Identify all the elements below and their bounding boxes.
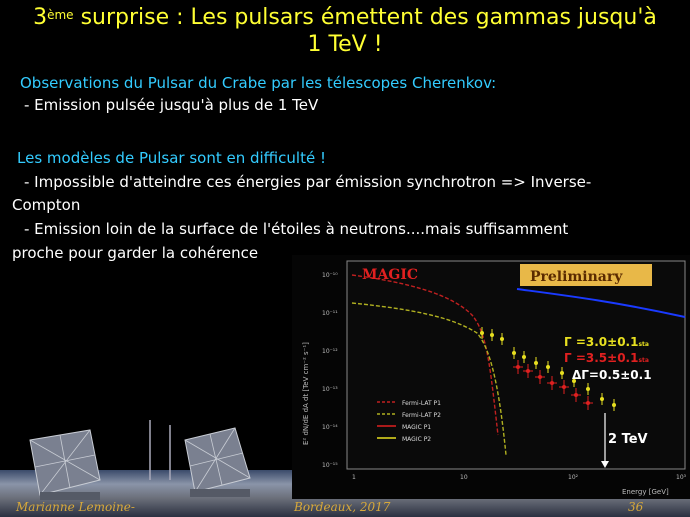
delta-gamma-label: ΔΓ=0.5±0.1 xyxy=(572,368,652,382)
y-tick-label: 10⁻¹² xyxy=(322,348,338,355)
para2-heading: Les modèles de Pulsar sont en difficulté ! xyxy=(17,149,326,167)
title-line-1 xyxy=(0,4,690,31)
para1-heading: Observations du Pulsar du Crabe par les télescopes Cherenkov: xyxy=(20,74,497,92)
magic-p2-point xyxy=(600,397,604,401)
magic-p1-point xyxy=(538,375,542,379)
footer-author: Marianne Lemoine- xyxy=(16,500,135,514)
gamma2-label: Γ =3.5±0.1sta xyxy=(564,351,649,365)
title-text: surprise : Les pulsars émettent des gammas jusqu'à xyxy=(73,5,657,30)
x-tick-label: 10³ xyxy=(676,474,687,481)
preliminary-label: Preliminary xyxy=(530,269,623,285)
footer-event: Bordeaux, 2017 xyxy=(294,500,391,514)
magic-p1-point xyxy=(574,393,578,397)
spectrum-figure xyxy=(292,255,690,499)
magic-p2-point xyxy=(500,337,504,341)
para2-item1-line2: Compton xyxy=(12,196,81,214)
magic-p2-point xyxy=(522,355,526,359)
legend-entry: MAGIC P1 xyxy=(402,424,432,431)
telescope-right xyxy=(185,428,250,497)
legend-entry: Fermi-LAT P1 xyxy=(402,400,441,407)
spectrum-plot xyxy=(292,255,690,499)
legend-entry: Fermi-LAT P2 xyxy=(402,412,441,419)
magic-p2-point xyxy=(512,351,516,355)
gamma1-label: Γ =3.0±0.1sta xyxy=(564,335,649,349)
x-axis-label: Energy [GeV] xyxy=(622,488,669,496)
legend-entry: MAGIC P2 xyxy=(402,436,432,443)
magic-p2-point xyxy=(534,361,538,365)
title-superscript: ème xyxy=(47,8,74,22)
magic-p1-point xyxy=(516,365,520,369)
para2-item1-line1: - Impossible d'atteindre ces énergies par émission synchrotron => Inverse- xyxy=(24,173,592,191)
telescope-left xyxy=(30,430,100,500)
x-tick-label: 10² xyxy=(568,474,579,481)
para1-item: - Emission pulsée jusqu'à plus de 1 TeV xyxy=(24,96,319,114)
magic-p2-point xyxy=(490,333,494,337)
x-ticks xyxy=(352,474,687,481)
magic-p2-point xyxy=(480,331,484,335)
magic-p2-point xyxy=(586,387,590,391)
magic-p2-point xyxy=(560,371,564,375)
magic-p1-point xyxy=(562,385,566,389)
y-tick-label: 10⁻¹⁴ xyxy=(322,424,338,431)
y-tick-label: 10⁻¹¹ xyxy=(322,310,338,317)
title-number: 3 xyxy=(33,5,48,30)
para2-item2-line1: - Emission loin de la surface de l'étoiles à neutrons....mais suffisamment xyxy=(24,220,569,238)
y-tick-label: 10⁻¹³ xyxy=(322,386,338,393)
x-tick-label: 1 xyxy=(352,474,356,481)
y-tick-label: 10⁻¹⁵ xyxy=(322,462,338,469)
x-tick-label: 10 xyxy=(460,474,468,481)
footer-page-number: 36 xyxy=(628,500,644,514)
y-axis-label: E² dN/dE dA dt [TeV cm⁻² s⁻¹] xyxy=(302,342,310,445)
magic-p1-point xyxy=(550,381,554,385)
energy-marker-label: 2 TeV xyxy=(608,432,648,447)
y-ticks xyxy=(322,272,338,469)
magic-p2-point xyxy=(546,365,550,369)
slide-title xyxy=(0,4,690,58)
magic-p2-point xyxy=(612,403,616,407)
para2-item2-line2: proche pour garder la cohérence xyxy=(12,244,259,262)
magic-label: MAGIC xyxy=(362,267,419,283)
magic-p1-point xyxy=(526,369,530,373)
title-line-2: 1 TeV ! xyxy=(307,32,383,57)
magic-p1-point xyxy=(586,401,590,405)
y-tick-label: 10⁻¹⁰ xyxy=(322,272,338,279)
